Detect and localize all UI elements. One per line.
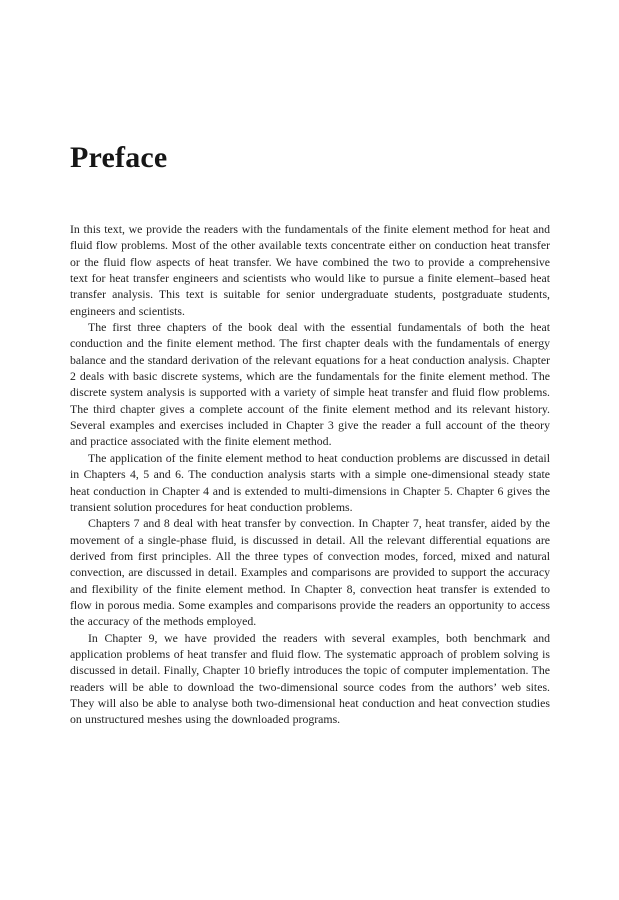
preface-body	[70, 221, 550, 728]
page-content	[70, 141, 550, 728]
page-title: Preface	[70, 141, 168, 174]
preface-paragraph-1: In this text, we provide the readers with the fundamentals of the finite element method for heat and fluid flow problems. Most of the other available texts concentrate either on conduction heat transfer or the fluid flow aspects of heat transfer. We have combined the two to provide a comprehensive text for heat transfer engineers and scientists who would like to pursue a finite element–based heat transfer analysis. This text is suitable for senior undergraduate students, postgraduate students, engineers and scientists.	[70, 222, 550, 318]
preface-paragraph-4: Chapters 7 and 8 deal with heat transfer by convection. In Chapter 7, heat transfer, aided by the movement of a single-phase fluid, is discussed in detail. All the relevant differential equations are derived from first principles. All the three types of convection modes, forced, mixed and natural convection, are discussed in detail. Examples and comparisons are provided to support the accuracy and flexibility of the finite element method. In Chapter 8, convection heat transfer is extended to flow in porous media. Some examples and comparisons provide the readers an opportunity to access the accuracy of the methods employed.	[70, 516, 550, 629]
preface-paragraph-5: In Chapter 9, we have provided the readers with several examples, both benchmark and application problems of heat transfer and fluid flow. The systematic approach of problem solving is discussed in detail. Finally, Chapter 10 briefly introduces the topic of computer implementation. The readers will be able to download the two-dimensional source codes from the authors’ web sites. They will also be able to analyse both two-dimensional heat conduction and heat convection studies on unstructured meshes using the downloaded programs.	[70, 630, 550, 727]
preface-paragraph-3: The application of the finite element method to heat conduction problems are discussed in detail in Chapters 4, 5 and 6. The conduction analysis starts with a simple one-dimensional steady state heat conduction in Chapter 4 and is extended to multi-dimensions in Chapter 5. Chapter 6 gives the transient solution procedures for heat conduction problems.	[70, 450, 550, 514]
preface-paragraph-2: The first three chapters of the book deal with the essential fundamentals of both the heat conduction and the finite element method. The first chapter deals with the fundamentals of energy balance and the standard derivation of the relevant equations for a heat conduction analysis. Chapter 2 deals with basic discrete systems, which are the fundamentals for the finite element method. The discrete system analysis is supported with a variety of simple heat transfer and fluid flow problems. The third chapter gives a complete account of the finite element method and its relevant history. Several examples and exercises included in Chapter 3 give the reader a full account of the theory and practice associated with the finite element method.	[70, 320, 550, 449]
